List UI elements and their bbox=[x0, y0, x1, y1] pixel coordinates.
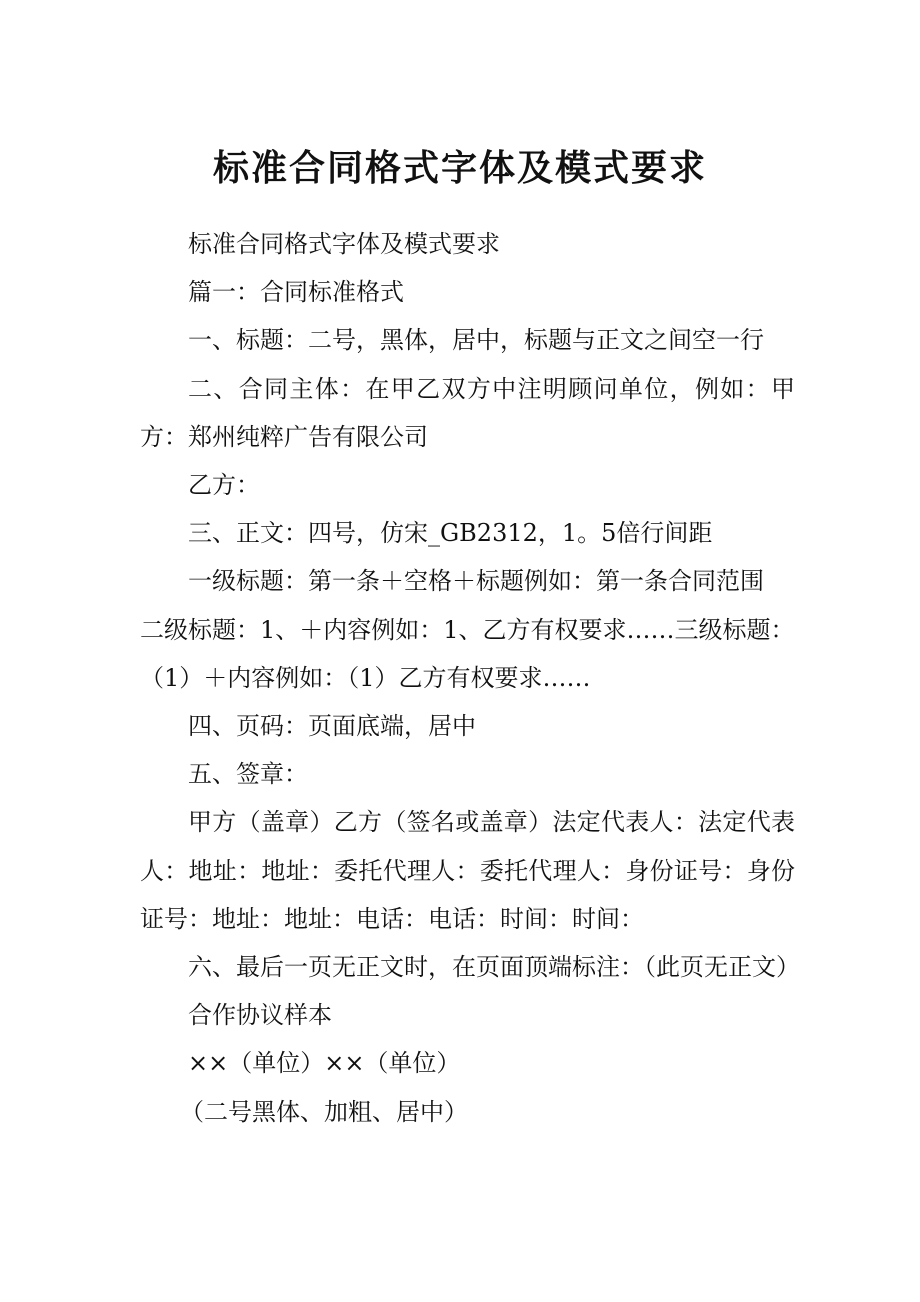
paragraph-item-body-format: 三、正文：四号，仿宋_GB2312，1。5倍行间距 bbox=[188, 519, 713, 548]
paragraph-section-heading: 篇一：合同标准格式 bbox=[188, 278, 404, 307]
paragraph-item-contract-parties: 二、合同主体：在甲乙双方中注明顾问单位，例如：甲方：郑州纯粹广告有限公司 bbox=[140, 374, 795, 451]
document-title: 标准合同格式字体及模式要求 bbox=[212, 147, 707, 189]
paragraph-format-note: （二号黑体、加粗、居中） bbox=[180, 1097, 468, 1126]
paragraph-level3-example: （1）＋内容例如：（1）乙方有权要求…… bbox=[140, 663, 591, 692]
paragraph-party-b: 乙方： bbox=[188, 471, 260, 500]
paragraph-subtitle: 标准合同格式字体及模式要求 bbox=[188, 230, 500, 258]
paragraph-signature-block: 甲方（盖章）乙方（签名或盖章）法定代表人：法定代表人：地址：地址：委托代理人：委托代理人：身份证号：身份证号：地址：地址：电话：电话：时间：时间： bbox=[140, 808, 795, 933]
paragraph-units: ××（单位）××（单位） bbox=[188, 1049, 461, 1078]
paragraph-item-signature: 五、签章： bbox=[188, 760, 308, 789]
paragraph-item-title-format: 一、标题：二号，黑体，居中，标题与正文之间空一行 bbox=[188, 326, 764, 355]
paragraph-level2-3-heading: 二级标题：1、＋内容例如：1、乙方有权要求……三级标题： bbox=[140, 615, 795, 644]
paragraph-item-page-number: 四、页码：页面底端，居中 bbox=[188, 712, 476, 741]
paragraph-sample-title: 合作协议样本 bbox=[188, 1001, 332, 1030]
paragraph-item-last-page: 六、最后一页无正文时，在页面顶端标注：（此页无正文） bbox=[188, 953, 800, 982]
paragraph-level1-heading: 一级标题：第一条＋空格＋标题例如：第一条合同范围 bbox=[188, 567, 764, 596]
document-body bbox=[140, 220, 800, 1136]
